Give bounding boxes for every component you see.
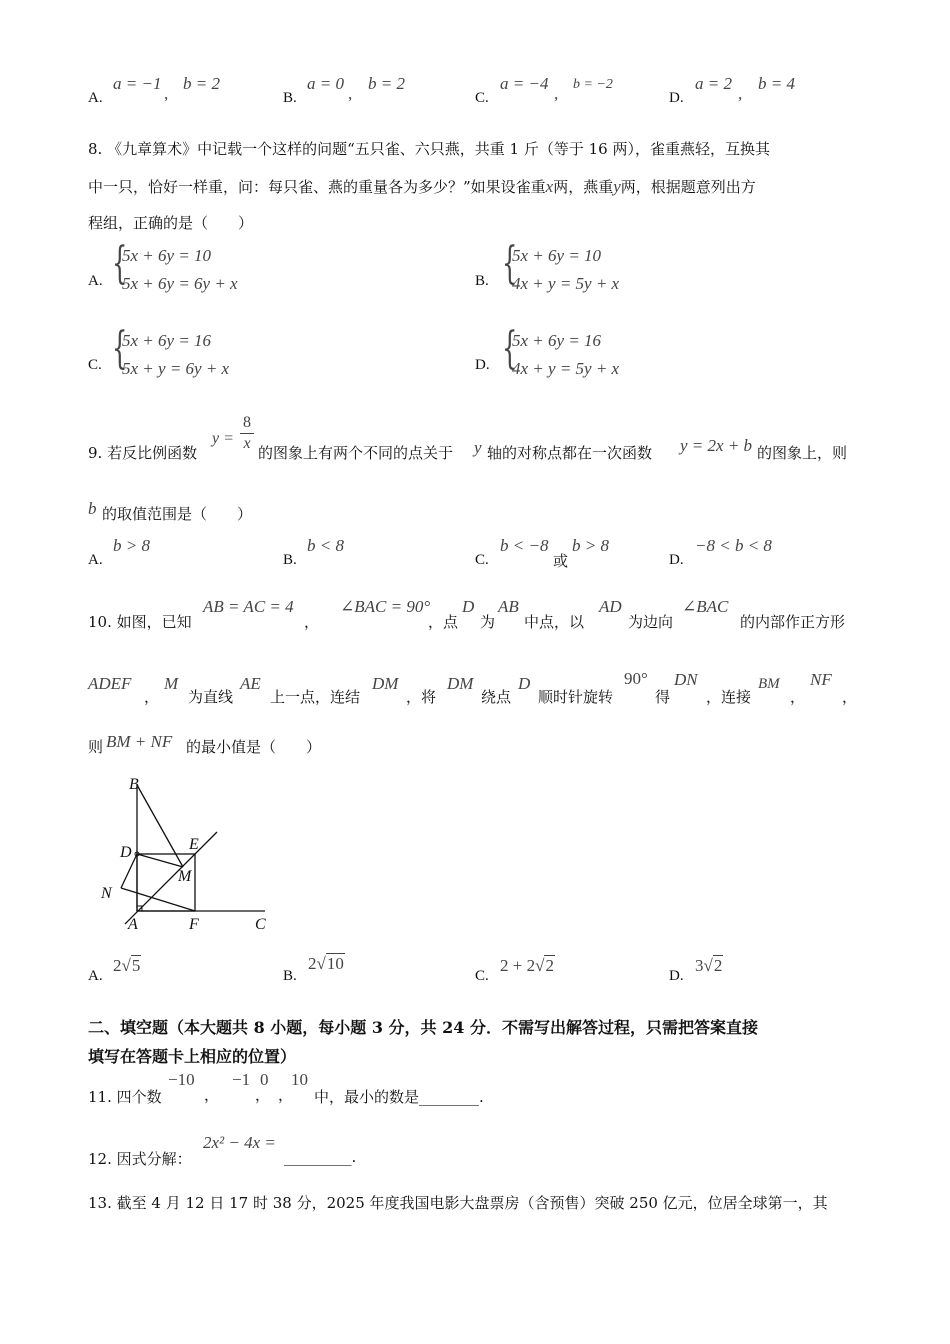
q10-math-6: ∠BAC xyxy=(682,597,729,616)
q10-r2-math-5: DM xyxy=(447,674,474,693)
q10-text-1: 10. 如图，已知 xyxy=(88,613,192,631)
q10-option-d-coef: 3 xyxy=(695,956,704,975)
q10-r2-math-4: DM xyxy=(372,674,399,693)
q8-option-c-eq1: 5x + 6y = 16 xyxy=(122,331,212,350)
q10-r3-text-1: 则 xyxy=(88,738,104,756)
label-m: M xyxy=(178,868,192,885)
label-f: F xyxy=(189,916,199,933)
q10-option-a-coef: 2 xyxy=(113,956,122,975)
q9-suffix: 的图象上，则 xyxy=(757,444,848,462)
q9-option-c-or: 或 xyxy=(553,552,569,570)
q11-number-1: −10 xyxy=(168,1070,195,1089)
q10-option-d-label: D. xyxy=(669,968,684,984)
q8-option-c-eq2: 5x + y = 6y + x xyxy=(122,359,230,378)
q7-option-c-label: C. xyxy=(475,90,489,106)
section-2-heading-line-1: 二、填空题（本大题共 8 小题，每小题 3 分，共 24 分．不需写出解答过程，只需把答案直接 xyxy=(88,1018,758,1037)
q7-option-d-b: b = 4 xyxy=(758,74,795,93)
label-c: C xyxy=(255,916,266,933)
label-n: N xyxy=(101,885,112,902)
q7-option-c-sep: , xyxy=(554,84,559,103)
section-2-heading-line-2: 填写在答题卡上相应的位置） xyxy=(88,1047,297,1066)
label-d: D xyxy=(120,844,132,861)
brace-icon: { xyxy=(112,238,128,289)
q8-option-b-label: B. xyxy=(475,273,489,289)
q8-option-d-eq2: 4x + y = 5y + x xyxy=(512,359,620,378)
q9-mid-2: 轴的对称点都在一次函数 xyxy=(487,444,653,462)
q10-text-5: 中点，以 xyxy=(524,613,585,631)
q9-line-2: 的取值范围是（ ） xyxy=(102,505,253,523)
q10-r2-math-10: NF xyxy=(810,670,832,689)
brace-icon: { xyxy=(502,323,518,374)
q10-option-b-expr: 2√10 xyxy=(308,954,344,973)
q10-option-a-expr: 2√5 xyxy=(113,956,141,975)
q7-option-d-sep: , xyxy=(738,84,743,103)
q8-option-b-eq1: 5x + 6y = 10 xyxy=(512,246,602,265)
q10-r2-text-2: 为直线 xyxy=(188,688,234,706)
q8-option-d-label: D. xyxy=(475,357,490,373)
q9-linear: y = 2x + b xyxy=(680,436,753,455)
q10-math-5: AD xyxy=(599,597,622,616)
q10-text-6: 为边向 xyxy=(628,613,674,631)
q10-math-3: D xyxy=(462,597,475,616)
q9-mid-1: 的图象上有两个不同的点关于 xyxy=(258,444,454,462)
q10-math-2: ∠BAC = 90° xyxy=(340,597,431,616)
q12-expression: 2x² − 4x = xyxy=(203,1133,276,1152)
q10-r2-text-6: 顺时针旋转 xyxy=(538,688,614,706)
q9-frac-den: x xyxy=(243,435,251,452)
q9-option-d-label: D. xyxy=(669,552,684,568)
q10-r2-math-1: ADEF xyxy=(88,674,132,693)
q8-line-2-b: 两，燕重 xyxy=(553,178,614,196)
q11-suffix: 中，最小的数是________. xyxy=(314,1088,484,1106)
q7-option-c-a: a = −4 xyxy=(500,74,549,93)
q11-number-3: 0 xyxy=(260,1070,269,1089)
q10-r2-math-7: 90° xyxy=(624,669,648,688)
q9-option-c-expr-2: b > 8 xyxy=(572,536,609,555)
q8-option-a-eq2: 5x + 6y = 6y + x xyxy=(122,274,238,293)
q10-math-4: AB xyxy=(498,597,519,616)
segment-bm xyxy=(137,785,183,867)
label-e: E xyxy=(189,836,199,853)
q8-var-y: y xyxy=(613,177,621,196)
q8-line-2-c: 两，根据题意列出方 xyxy=(620,178,756,196)
q10-r2-text-3: 上一点，连结 xyxy=(270,688,361,706)
q8-line-3: 程组，正确的是（ ） xyxy=(88,214,254,232)
q8-option-a-label: A. xyxy=(88,273,103,289)
label-a: A xyxy=(128,916,138,933)
q11-comma-1: ， xyxy=(204,1086,220,1104)
q7-option-a-a: a = −1 xyxy=(113,74,162,93)
q10-option-c-label: C. xyxy=(475,968,489,984)
q10-r2-math-2: M xyxy=(164,674,179,693)
q10-text-4: 为 xyxy=(480,613,496,631)
q10-text-3: ，点 xyxy=(428,613,459,631)
q10-r2-math-9: BM xyxy=(758,676,780,692)
q11-number-2: −1 xyxy=(232,1070,251,1089)
q10-r2-math-6: D xyxy=(518,674,531,693)
q10-option-a-label: A. xyxy=(88,968,103,984)
q11-prefix: 11. 四个数 xyxy=(88,1088,162,1106)
q7-option-b-label: B. xyxy=(283,90,297,106)
q10-r2-text-5: 绕点 xyxy=(481,688,512,706)
q11-comma-3: ， xyxy=(278,1086,294,1104)
q11-comma-2: ， xyxy=(255,1086,271,1104)
q10-r2-text-4: ，将 xyxy=(406,688,437,706)
q7-option-c-b: b = −2 xyxy=(573,77,613,92)
q7-option-a-b: b = 2 xyxy=(183,74,220,93)
q13-line-1: 13. 截至 4 月 12 日 17 时 38 分，2025 年度我国电影大盘票房（含预售）突破 250 亿元，位居全球第一，其 xyxy=(88,1194,828,1212)
q11-number-4: 10 xyxy=(291,1070,308,1089)
q10-r2-text-9: ， xyxy=(790,688,806,706)
brace-icon: { xyxy=(112,323,128,374)
q10-r2-math-8: DN xyxy=(674,670,698,689)
q10-math-1: AB = AC = 4 xyxy=(203,597,294,616)
q8-line-2-a: 中一只，恰好一样重，问：每只雀、燕的重量各为多少？”如果设雀重 xyxy=(88,178,546,196)
q8-var-x: x xyxy=(545,177,554,196)
q9-option-a-expr: b > 8 xyxy=(113,536,150,555)
q12-prefix: 12. 因式分解： xyxy=(88,1150,192,1168)
q10-r3-text-2: 的最小值是（ ） xyxy=(186,738,322,756)
q9-frac-lhs: y = xyxy=(212,430,234,447)
q10-option-d-expr: 3√2 xyxy=(695,956,723,975)
q10-r2-text-7: 得 xyxy=(655,688,671,706)
q8-option-b-eq2: 4x + y = 5y + x xyxy=(512,274,620,293)
q7-option-d-a: a = 2 xyxy=(695,74,732,93)
q8-option-c-label: C. xyxy=(88,357,102,373)
q9-option-b-label: B. xyxy=(283,552,297,568)
brace-icon: { xyxy=(502,238,518,289)
q10-text-7: 的内部作正方形 xyxy=(740,613,846,631)
q10-option-b-label: B. xyxy=(283,968,297,984)
q10-geometry-figure xyxy=(95,770,280,935)
q8-option-a-eq1: 5x + 6y = 10 xyxy=(122,246,212,265)
q9-option-c-label: C. xyxy=(475,552,489,568)
q8-option-d-eq1: 5x + 6y = 16 xyxy=(512,331,602,350)
q10-option-b-coef: 2 xyxy=(308,954,317,973)
q10-r2-math-3: AE xyxy=(240,674,261,693)
q7-option-a-sep: , xyxy=(164,84,169,103)
q10-option-d-rad: 2 xyxy=(713,956,723,975)
q7-option-b-sep: , xyxy=(348,84,353,103)
q9-line-2-b: b xyxy=(88,499,97,518)
q10-r2-text-1: ， xyxy=(144,688,160,706)
q8-line-2 xyxy=(88,176,756,197)
q10-option-b-rad: 10 xyxy=(326,954,344,973)
q8-line-1: 8. 《九章算术》中记载一个这样的问题“五只雀、六只燕，共重 1 斤（等于 16 两），雀重燕轻，互换其 xyxy=(88,140,770,158)
q10-r3-math-1: BM + NF xyxy=(106,732,173,751)
q12-answer-blank[interactable]: _________. xyxy=(284,1148,357,1166)
q10-option-a-rad: 5 xyxy=(131,956,141,975)
q9-option-d-expr: −8 < b < 8 xyxy=(695,536,772,555)
q10-option-c-rad: 2 xyxy=(545,956,554,975)
q10-r2-text-8: ，连接 xyxy=(706,688,752,706)
label-b: B xyxy=(129,776,139,793)
q10-text-2: ， xyxy=(304,613,320,631)
q10-option-c-expr: 2 + 2√2 xyxy=(500,956,554,975)
q7-option-a-label: A. xyxy=(88,90,103,106)
q9-frac-num: 8 xyxy=(243,414,251,431)
q10-r2-text-10: ， xyxy=(842,688,858,706)
q9-y-axis: y xyxy=(474,438,482,457)
q9-option-a-label: A. xyxy=(88,552,103,568)
q9-option-c-expr-1: b < −8 xyxy=(500,536,549,555)
q10-option-c-coef: 2 + 2 xyxy=(500,956,536,975)
q7-option-d-label: D. xyxy=(669,90,684,106)
q7-option-b-b: b = 2 xyxy=(368,74,405,93)
q7-option-b-a: a = 0 xyxy=(307,74,344,93)
q9-prefix: 9. 若反比例函数 xyxy=(88,444,198,462)
q9-option-b-expr: b < 8 xyxy=(307,536,344,555)
q9-fraction xyxy=(240,414,254,453)
